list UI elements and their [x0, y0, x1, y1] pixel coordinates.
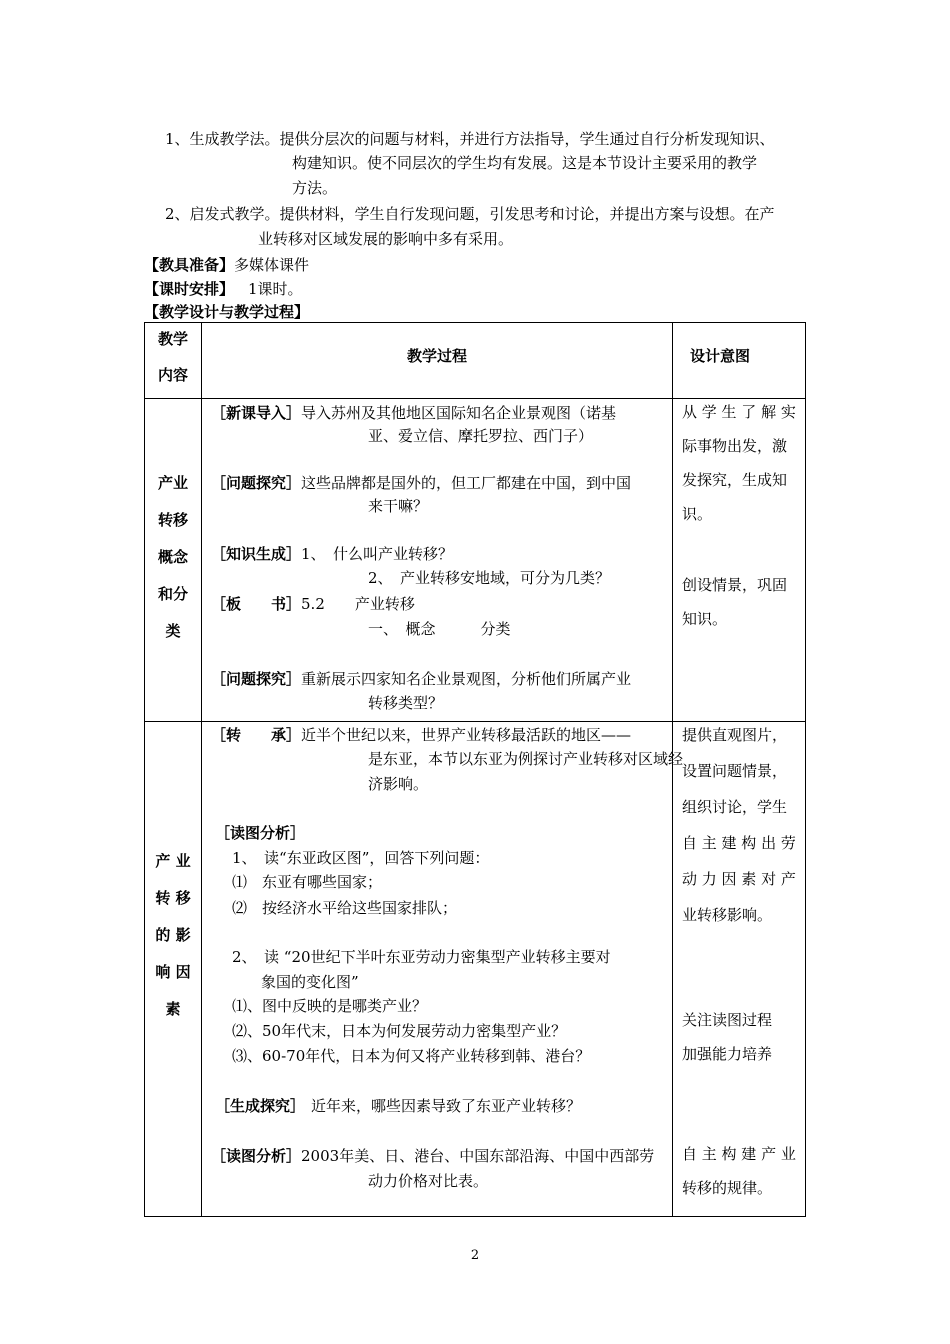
schedule-line [144, 278, 303, 299]
row1-content-2: 转移 [157, 511, 188, 529]
row1-text-9: 重新展示四家知名企业景观图，分析他们所属产业 [301, 670, 632, 688]
schedule-label: 【课时安排】 [144, 280, 235, 298]
row2-intent-9: 自 主 构 建 产 业 [682, 1145, 796, 1163]
row2-intent-2: 设置问题情景， [682, 762, 788, 780]
page-number: 2 [470, 1248, 480, 1263]
row1-content-5: 类 [165, 622, 181, 640]
table-header-row [145, 323, 806, 399]
header-process: 教学过程 [406, 347, 467, 365]
row2-intent-4: 自 主 建 构 出 劳 [682, 834, 796, 852]
row2-content-1: 产 业 [155, 852, 191, 870]
row2-text-1: 近半个世纪以来，世界产业转移最活跃的地区—— [301, 726, 632, 744]
row1-tag-inquiry: ［问题探究］ [211, 474, 302, 492]
row2-text-8: 2、 读 “20世纪下半叶东亚劳动力密集型产业转移主要对 [232, 948, 611, 966]
row2-text-15: 动力价格对比表。 [368, 1172, 489, 1190]
row2-tag-transition: ［转 承］ [211, 726, 302, 744]
row2-text-11: ⑵、50年代末，日本为何发展劳动力密集型产业？ [232, 1022, 567, 1040]
row1-content-1: 产业 [157, 474, 188, 492]
row1-intent-4: 识。 [682, 505, 713, 523]
teaching-table [144, 322, 806, 1217]
row2-text-3: 济影响。 [368, 775, 429, 793]
row1-text-2: 亚、爱立信、摩托罗拉、西门子） [368, 427, 594, 445]
row2-tag-generate: ［生成探究］ [215, 1097, 306, 1115]
row1-text-8: 一、 概念 分类 [368, 620, 511, 638]
row1-text-6: 2、 产业转移安地域，可分为几类？ [368, 569, 611, 587]
method-2-line-1: 2、启发式教学。提供材料，学生自行发现问题，引发思考和讨论，并提出方案与设想。在产 [165, 205, 775, 223]
design-title: 【教学设计与教学过程】 [144, 303, 310, 321]
row2-content-5: 素 [165, 1000, 181, 1018]
row2-intent-10: 转移的规律。 [682, 1179, 773, 1197]
prep-label: 【教具准备】 [144, 256, 235, 274]
row1-intent-6: 知识。 [682, 610, 728, 628]
schedule-value: 1课时。 [248, 280, 303, 298]
row2-text-13: 近年来，哪些因素导致了东亚产业转移？ [311, 1097, 582, 1115]
table-row [145, 722, 806, 1217]
row1-text-3: 这些品牌都是国外的，但工厂都建在中国，到中国 [301, 474, 632, 492]
row2-intent-5: 动 力 因 素 对 产 [682, 870, 796, 888]
row1-tag-intro: ［新课导入］ [211, 404, 302, 422]
row2-intent-8: 加强能力培养 [682, 1045, 773, 1063]
method-2-line-2: 业转移对区域发展的影响中多有采用。 [258, 230, 514, 248]
row1-tag-knowledge: ［知识生成］ [211, 545, 302, 563]
row2-text-7: ⑵ 按经济水平给这些国家排队； [232, 899, 458, 917]
row2-content-2: 转 移 [155, 889, 191, 907]
row1-text-7: 5.2 产业转移 [301, 595, 415, 613]
prep-line [144, 254, 309, 275]
row1-text-1: 导入苏州及其他地区国际知名企业景观图（诺基 [301, 404, 617, 422]
method-1-line-3: 方法。 [292, 179, 338, 197]
row2-intent-3: 组织讨论，学生 [682, 798, 788, 816]
row1-text-4: 来干嘛？ [368, 497, 429, 515]
row1-intent-1: 从 学 生 了 解 实 [682, 403, 796, 421]
row1-tag-board: ［板 书］ [211, 595, 302, 613]
row2-tag-read-map: ［读图分析］ [215, 824, 306, 842]
method-1-line-1: 1、生成教学法。提供分层次的问题与材料，并进行方法指导，学生通过自行分析发现知识、 [165, 130, 775, 148]
row1-intent-2: 际事物出发，激 [682, 437, 788, 455]
row2-text-5: 1、 读“东亚政区图”，回答下列问题： [232, 849, 490, 867]
row1-content-4: 和分 [157, 585, 188, 603]
row2-text-14: 2003年美、日、港台、中国东部沿海、中国中西部劳 [301, 1147, 655, 1165]
header-content-1: 教学 [157, 330, 188, 348]
row2-content-4: 响 因 [155, 963, 191, 981]
row1-tag-inquiry-2: ［问题探究］ [211, 670, 302, 688]
row1-intent-5: 创设情景，巩固 [682, 576, 788, 594]
row1-text-10: 转移类型？ [368, 694, 444, 712]
row2-intent-1: 提供直观图片， [682, 726, 788, 744]
table-row [145, 399, 806, 722]
row2-text-9: 象国的变化图” [261, 973, 359, 991]
row2-text-2: 是东亚，本节以东亚为例探讨产业转移对区域经 [368, 750, 684, 768]
row1-intent-3: 发探究，生成知 [682, 471, 788, 489]
row2-intent-6: 业转移影响。 [682, 906, 773, 924]
row2-text-12: ⑶、60-70年代，日本为何又将产业转移到韩、港台？ [232, 1047, 591, 1065]
row2-intent-7: 关注读图过程 [682, 1011, 773, 1029]
row2-text-10: ⑴、图中反映的是哪类产业？ [232, 997, 428, 1015]
row1-text-5: 1、 什么叫产业转移？ [301, 545, 454, 563]
method-1-line-2: 构建知识。使不同层次的学生均有发展。这是本节设计主要采用的教学 [292, 154, 758, 172]
header-intent: 设计意图 [690, 347, 751, 365]
row2-text-6: ⑴ 东亚有哪些国家； [232, 873, 383, 891]
row1-content-3: 概念 [157, 548, 188, 566]
row2-tag-read-map-2: ［读图分析］ [211, 1147, 302, 1165]
prep-value: 多媒体课件 [234, 256, 310, 274]
header-content-2: 内容 [157, 366, 188, 384]
row2-content-3: 的 影 [155, 926, 191, 944]
